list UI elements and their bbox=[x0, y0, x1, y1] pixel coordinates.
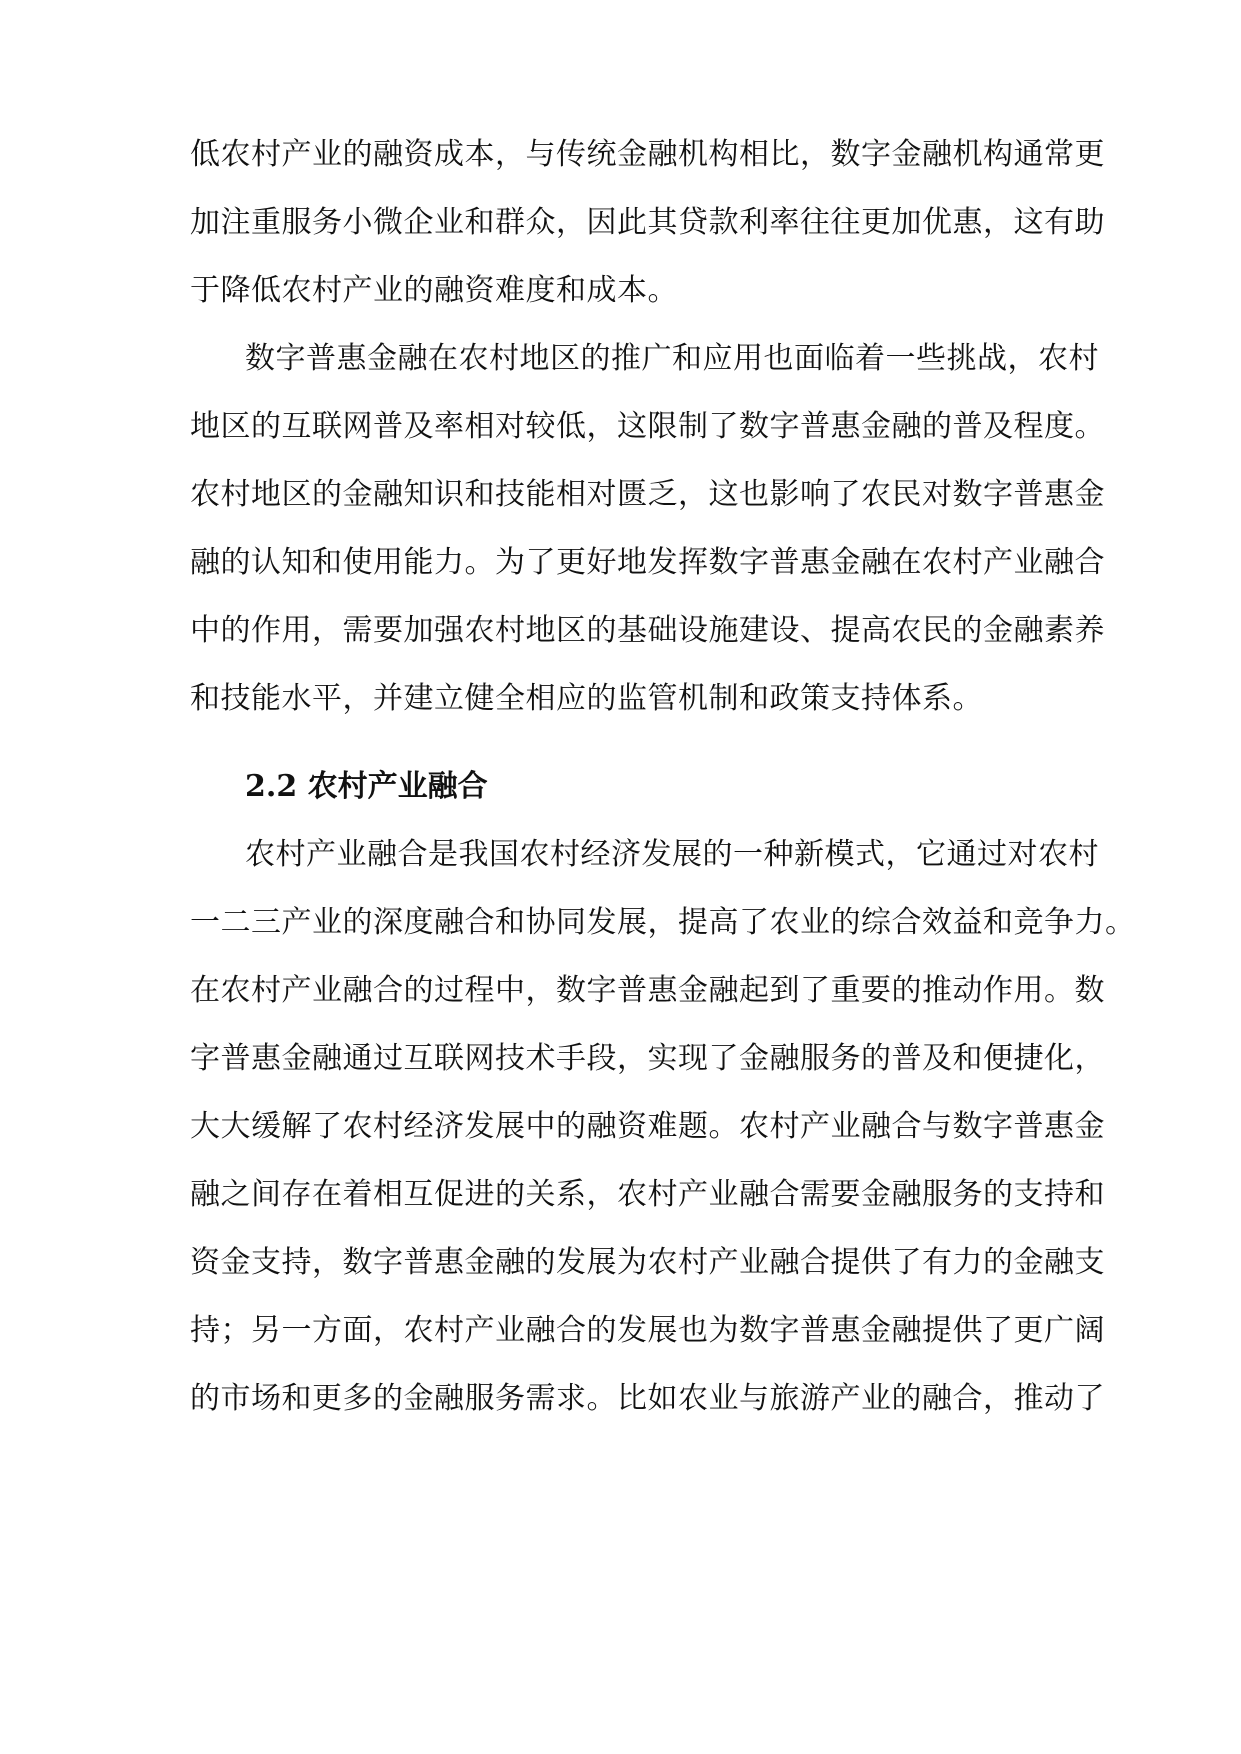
text-line: 于降低农村产业的融资难度和成本。 bbox=[190, 273, 678, 308]
text-line: 字普惠金融通过互联网技术手段，实现了金融服务的普及和便捷化， bbox=[190, 1041, 1105, 1076]
text-line: 地区的互联网普及率相对较低，这限制了数字普惠金融的普及程度。 bbox=[190, 409, 1105, 444]
text-line: 中的作用，需要加强农村地区的基础设施建设、提高农民的金融素养 bbox=[190, 613, 1105, 648]
text-line: 融的认知和使用能力。为了更好地发挥数字普惠金融在农村产业融合 bbox=[190, 545, 1105, 580]
text-line: 低农村产业的融资成本，与传统金融机构相比，数字金融机构通常更 bbox=[190, 137, 1105, 172]
text-line: 农村产业融合是我国农村经济发展的一种新模式，它通过对农村 bbox=[245, 837, 1099, 872]
text-line: 在农村产业融合的过程中，数字普惠金融起到了重要的推动作用。数 bbox=[190, 973, 1105, 1008]
text-line: 大大缓解了农村经济发展中的融资难题。农村产业融合与数字普惠金 bbox=[190, 1109, 1105, 1144]
section-heading: 2.2 农村产业融合 bbox=[245, 769, 488, 804]
text-line: 的市场和更多的金融服务需求。比如农业与旅游产业的融合，推动了 bbox=[190, 1381, 1105, 1416]
text-line: 和技能水平，并建立健全相应的监管机制和政策支持体系。 bbox=[190, 681, 983, 716]
text-line: 数字普惠金融在农村地区的推广和应用也面临着一些挑战，农村 bbox=[245, 341, 1099, 376]
text-line: 加注重服务小微企业和群众，因此其贷款利率往往更加优惠，这有助 bbox=[190, 205, 1105, 240]
text-line: 融之间存在着相互促进的关系，农村产业融合需要金融服务的支持和 bbox=[190, 1177, 1105, 1212]
text-line: 农村地区的金融知识和技能相对匮乏，这也影响了农民对数字普惠金 bbox=[190, 477, 1105, 512]
text-line: 持；另一方面，农村产业融合的发展也为数字普惠金融提供了更广阔 bbox=[190, 1313, 1105, 1348]
text-line: 资金支持，数字普惠金融的发展为农村产业融合提供了有力的金融支 bbox=[190, 1245, 1105, 1280]
text-line: 一二三产业的深度融合和协同发展，提高了农业的综合效益和竞争力。 bbox=[190, 905, 1136, 940]
